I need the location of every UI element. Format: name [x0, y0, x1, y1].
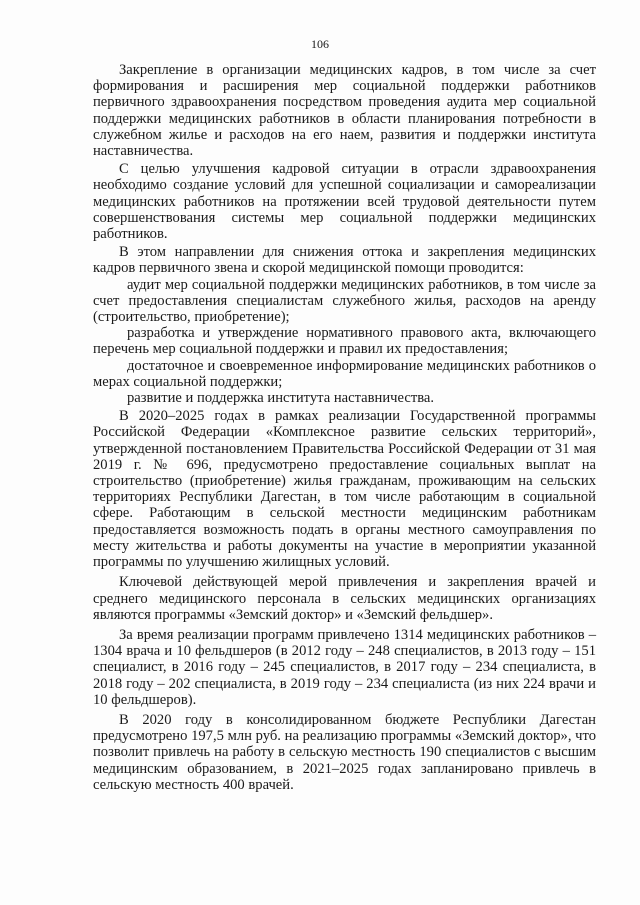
list-item-normative-act: разработка и утверждение нормативного правового акта, включающего перечень мер социальной поддержки и правил их предоставления;: [93, 325, 596, 358]
list-item-mentoring: развитие и поддержка института наставничества.: [127, 390, 435, 407]
page-number: 106: [311, 37, 329, 51]
document-body: [93, 62, 596, 793]
paragraph-staff-retention: Закрепление в организации медицинских кадров, в том числе за счет формирования и расширения мер социальной поддержки работников первичного здравоохранения посредством проведения аудита мер социальной поддержки медицинских работников в области планирования потребности в служебном жилье и расходов на его наем, развития и поддержки института наставничества.: [93, 62, 596, 160]
paragraph-staffing-improvement: С целью улучшения кадровой ситуации в отрасли здравоохранения необходимо создание условий для успешной социализации и самореализации медицинских работников на протяжении всей трудовой деятельности путем совершенствования системы мер социальной поддержки медицинских работников.: [93, 161, 596, 243]
list-item-audit: аудит мер социальной поддержки медицинских работников, в том числе за счет предоставления специалистам служебного жилья, расходов на аренду (строительство, приобретение);: [93, 276, 596, 326]
paragraph-recruitment-stats: За время реализации программ привлечено 1314 медицинских работников – 1304 врача и 10 фельдшеров (в 2012 году – 248 специалистов, в 2013 году – 151 специалист, в 2016 году – 245 специалистов, в 2017 году – 234 специалиста, в 2018 году – 202 специалиста, в 2019 году – 234 специалиста (из них 224 врачи и 10 фельдшеров).: [93, 626, 596, 708]
paragraph-rural-program: В 2020–2025 годах в рамках реализации Государственной программы Российской Федерации «Комплексное развитие сельских территорий», утвержденной постановлением Правительства Российской Федерации от 31 мая 2019 г. № 696, предусмотрено предоставление социальных выплат на строительство (приобретение) жилья гражданам, проживающим на сельских территориях Республики Дагестан, в том числе работающим в социальной сфере. Работающим в сельской местности медицинским работникам предоставляется возможность подать в органы местного самоуправления по месту жительства и работы документы на участие в мероприятии указанной программы по улучшению жилищных условий.: [93, 408, 596, 571]
paragraph-budget-2020: В 2020 году в консолидированном бюджете Республики Дагестан предусмотрено 197,5 млн руб. на реализацию программы «Земский доктор», что позволит привлечь на работу в сельскую местность 190 специалистов с высшим медицинским образованием, в 2021–2025 годах запланировано привлечь в сельскую местность 400 врачей.: [93, 711, 596, 793]
list-item-informing: достаточное и своевременное информирование медицинских работников о мерах социальной поддержки;: [93, 357, 596, 390]
paragraph-zemsky-programs: Ключевой действующей мерой привлечения и закрепления врачей и среднего медицинского персонала в сельских медицинских организациях являются программы «Земский доктор» и «Земский фельдшер».: [93, 574, 596, 623]
paragraph-measures-intro: В этом направлении для снижения оттока и закрепления медицинских кадров первичного звена и скорой медицинской помощи проводится:: [93, 244, 596, 277]
